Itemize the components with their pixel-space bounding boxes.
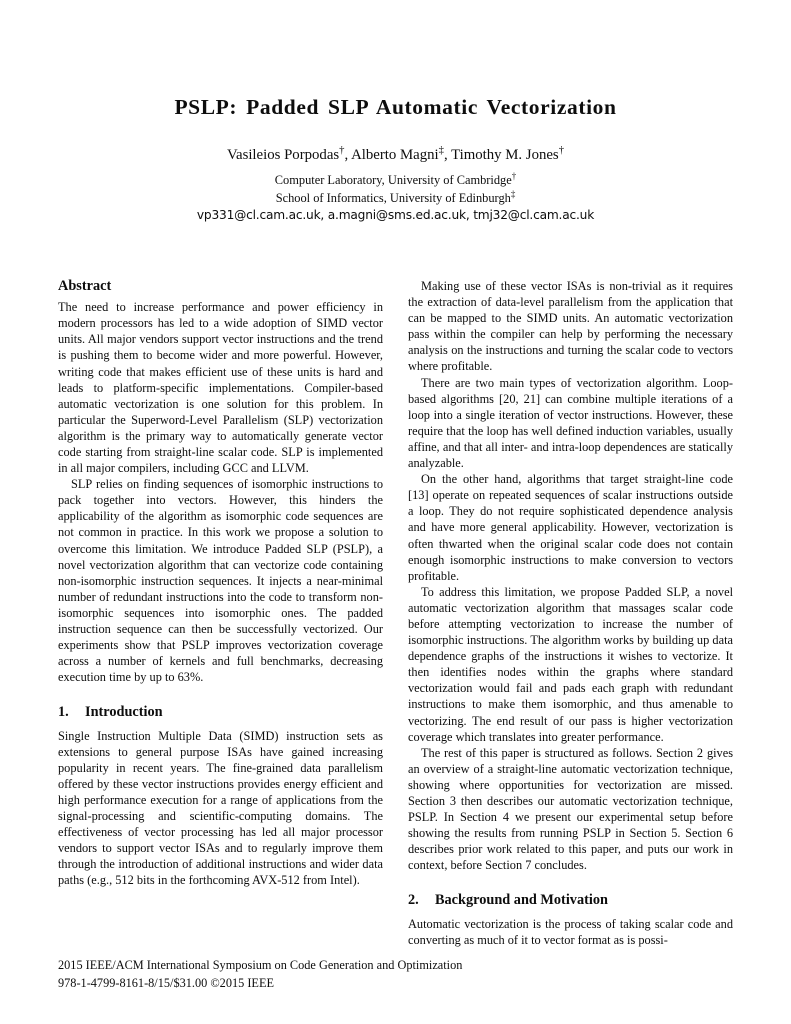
affiliation-1-mark: † (511, 170, 517, 181)
affiliation-1 (58, 172, 733, 190)
affiliation-2-text: School of Informatics, University of Edinburgh (275, 190, 511, 205)
affiliation-block (58, 172, 733, 207)
intro-paragraph-2: Making use of these vector ISAs is non-trivial as it requires the extraction of data-level parallelism from the application that can be mapped to the SIMD units. An automatic vectorization pass within the compiler can help by performing the necessary analysis on the instructions and turning the scalar code to vectors where profitable. (408, 279, 733, 374)
affiliation-2-mark: ‡ (510, 188, 516, 199)
author-name-3: Timothy M. Jones (451, 147, 559, 163)
author-name-2: Alberto Magni (351, 147, 439, 163)
affiliation-1-text: Computer Laboratory, University of Cambridge (274, 173, 512, 187)
section-number-1: 1. (58, 704, 69, 721)
author-emails: vp331@cl.cam.ac.uk, a.magni@sms.ed.ac.uk, tmj32@cl.cam.ac.uk (196, 208, 595, 222)
author-affiliation-mark-2: ‡ (438, 145, 444, 157)
spacer (408, 873, 733, 892)
intro-paragraph-6: The rest of this paper is structured as follows. Section 2 gives an overview of a straight-line automatic vectorization technique, showing where opportunities for vectorization are missed. Section 3 then describes our automatic vectorization technique, PSLP. In Section 4 we present our experimental setup before showing the results from running PSLP in Section 5. Section 6 describes prior work related to this paper, and puts our work in context, before Section 7 concludes. (408, 745, 733, 873)
section-heading-2 (408, 892, 733, 909)
author-list: Vasileios Porpodas†, Alberto Magni‡, Timothy M. Jones† (226, 145, 565, 163)
author-name-1: Vasileios Porpodas (226, 147, 340, 163)
page-title: PSLP: Padded SLP Automatic Vectorization (174, 95, 617, 119)
section-title-2: Background and Motivation (435, 892, 608, 909)
section-2-paragraph-1: Automatic vectorization is the process of taking scalar code and converting as much of it to vector format as is possi- (408, 916, 733, 947)
page-footer (58, 957, 758, 993)
column-right (408, 278, 733, 948)
abstract-paragraph-2: SLP relies on finding sequences of isomorphic instructions to pack together into vectors. However, this hinders the applicability of the algorithm as isomorphic code sequences are not common in practice. In this work we propose a solution to overcome this limitation. We introduce Padded SLP (PSLP), a novel vectorization algorithm that can vectorize code containing non-isomorphic instruction sequences. It injects a near-minimal number of redundant instructions into the code to transform non-isomorphic sequences into isomorphic ones. The padded instruction sequence can then be successfully vectorized. Our experiments show that PSLP improves vectorization coverage across a number of kernels and full benchmarks, decreasing execution time by up to 63%. (58, 477, 383, 685)
affiliation-2 (58, 190, 733, 208)
column-left (58, 278, 383, 889)
abstract-paragraph-1: The need to increase performance and power efficiency in modern processors has led to a wide adoption of SIMD vector units. All major vendors support vector instructions and the trend is pushing them to become wider and more powerful. However, writing code that makes efficient use of these units is hard and leads to platform-specific implementations. Compiler-based automatic vectorization is one solution for this problem. In particular the Superword-Level Parallelism (SLP) vectorization algorithm is the primary way to automatically generate vector code starting from straight-line scalar code. SLP is implemented in all major compilers, including GCC and LLVM. (58, 300, 383, 476)
spacer (58, 685, 383, 704)
author-affiliation-mark-3: † (558, 145, 565, 157)
intro-paragraph-4: On the other hand, algorithms that target straight-line code [13] operate on repeated sequences of scalar instructions outside a loop. They do not require sophisticated dependence analysis and have more general applicability. However, vectorization is often thwarted when the original scalar code does not contain enough isomorphic instructions to make conversion to vectors profitable. (408, 472, 733, 583)
section-number-2: 2. (408, 892, 419, 909)
section-title-1: Introduction (85, 704, 163, 721)
abstract-heading: Abstract (58, 278, 112, 294)
author-affiliation-mark-1: † (339, 145, 345, 157)
intro-paragraph-5: To address this limitation, we propose Padded SLP, a novel automatic vectorization algorithm that massages scalar code before attempting vectorization to increase the number of isomorphic instructions. The algorithm works by building up data dependence graphs of the instructions it wishes to vectorize. It then identifies nodes within the graphs where standard vectorization would fail and pads each graph with redundant instructions to make them isomorphic, and thus amenable to vectorizing. The end result of our pass is higher vectorization coverage which translates into greater performance. (408, 584, 733, 744)
section-1-paragraph-1: Single Instruction Multiple Data (SIMD) instruction sets as extensions to general purpose ISAs have gained increasing popularity in recent years. The fine-grained data parallelism offered by these vector instructions provides energy efficient and high performance execution for a range of applications from the signal-processing and scientific-computing domains. The effectiveness of vector processing has led all major processor vendors to support vector ISAs and to regularly improve them through the introduction of additional instructions and wider data paths (e.g., 512 bits in the forthcoming AVX-512 from Intel). (58, 728, 383, 888)
footer-copyright-line: 978-1-4799-8161-8/15/$31.00 ©2015 IEEE (58, 975, 274, 990)
intro-paragraph-3: There are two main types of vectorization algorithm. Loop-based algorithms [20, 21] can combine multiple iterations of a loop into a single iteration of vector instructions. However, these require that the loop has well defined induction variables, usually affine, and that all inter- and intra-loop dependences are statically analyzable. (408, 375, 733, 471)
section-heading-1 (58, 704, 383, 721)
footer-conference-line: 2015 IEEE/ACM International Symposium on Code Generation and Optimization (58, 958, 463, 972)
